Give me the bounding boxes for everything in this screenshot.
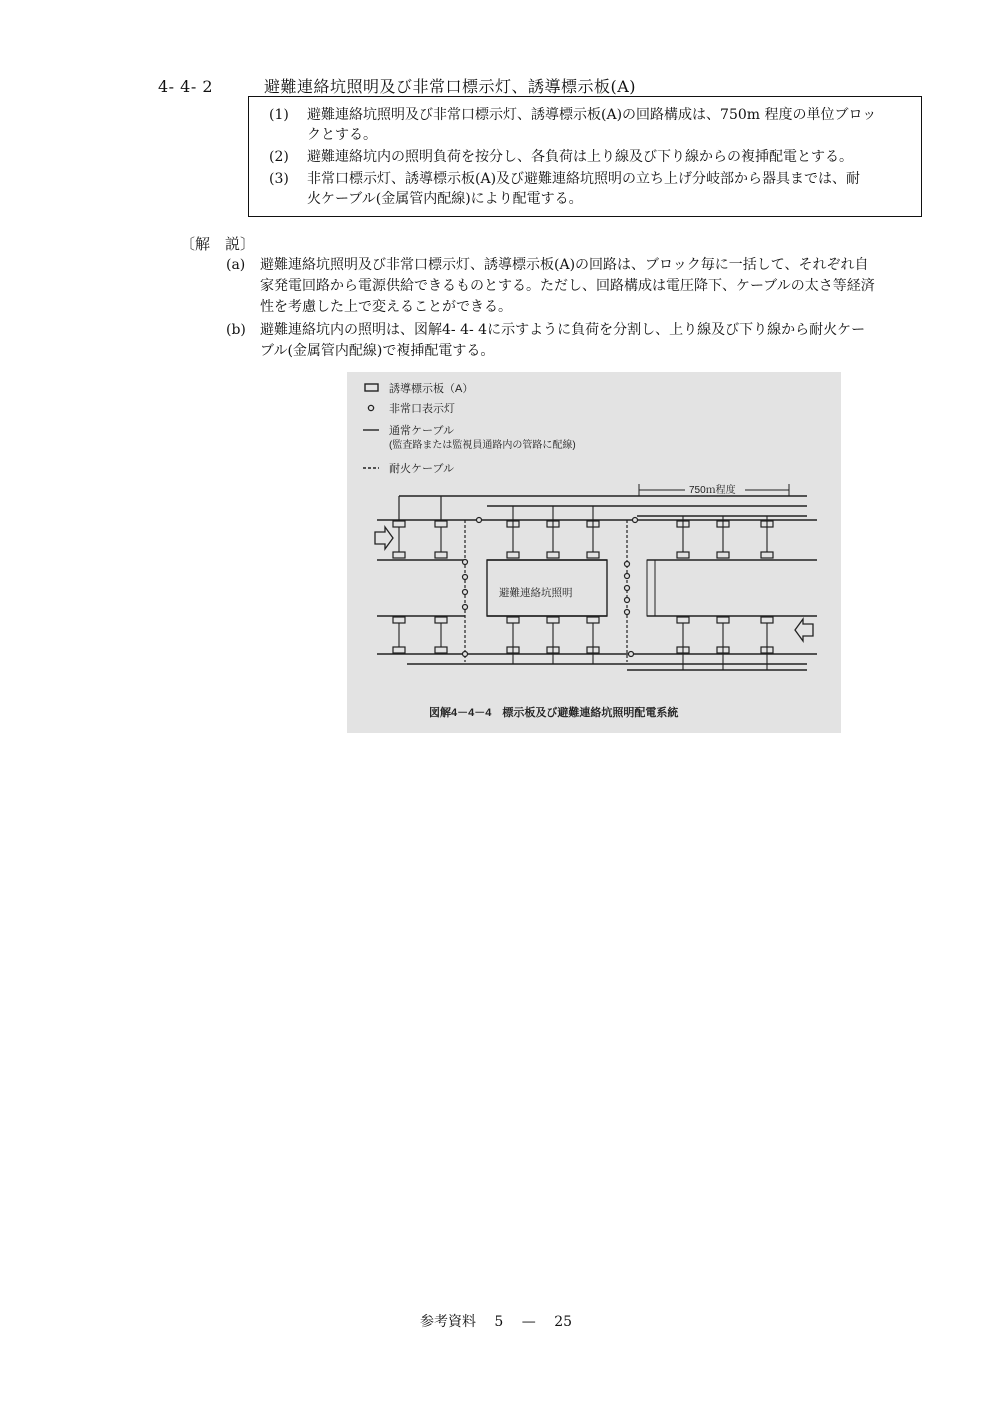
exit-lamp-symbol — [463, 590, 468, 595]
exit-lamp-symbol — [625, 610, 630, 615]
exit-lamp-symbol — [625, 574, 630, 579]
legend-exit-lamp-label: 非常口表示灯 — [389, 403, 455, 415]
exit-lamp-symbol — [629, 652, 634, 657]
legend-sign-board-symbol — [365, 384, 378, 391]
exit-lamp-symbol — [463, 605, 468, 610]
rule-box — [248, 96, 922, 217]
exit-lamp-symbol — [463, 575, 468, 580]
direction-arrow-left-icon — [795, 619, 813, 641]
span-label: 750ｍ程度 — [689, 485, 736, 496]
commentary-a-line-2: 家発電回路から電源供給できるものとする。ただし、回路構成は電圧降下、ケーブルの太さ等経済 — [260, 278, 875, 294]
sign-board-symbol — [507, 617, 519, 623]
direction-arrow-right-icon — [375, 527, 393, 549]
rule-1-line-1: 避難連絡坑照明及び非常口標示灯、誘導標示板(A)の回路構成は、750m 程度の単位ブロッ — [307, 107, 877, 123]
legend-sign-board-label: 誘導標示板（A） — [389, 383, 474, 395]
figure-caption: 図解4－4－4 標示板及び避難連絡坑照明配電系統 — [429, 707, 679, 719]
section-title: 避難連絡坑照明及び非常口標示灯、誘導標示板(A) — [264, 77, 637, 96]
sign-board-symbol — [587, 552, 599, 558]
sign-board-symbol — [435, 617, 447, 623]
sign-board-symbol — [435, 647, 447, 653]
commentary-label-a: (a) — [226, 257, 246, 273]
sign-board-symbol — [393, 521, 405, 527]
rule-label-3: (3) — [269, 171, 289, 187]
wiring-diagram-figure — [347, 372, 841, 733]
commentary-b-line-1: 避難連絡坑内の照明は、図解4- 4- 4に示すように負荷を分割し、上り線及び下り線から耐火ケー — [260, 322, 866, 338]
evacuation-passage-right-edge — [647, 560, 655, 616]
legend-fireproof-cable-label: 耐火ケーブル — [389, 463, 455, 475]
sign-board-symbol — [435, 552, 447, 558]
legend-normal-cable-label: 通常ケーブル — [389, 425, 455, 437]
sign-board-symbol — [507, 552, 519, 558]
section-number: 4- 4- 2 — [158, 77, 214, 96]
sign-board-symbol — [677, 617, 689, 623]
rule-label-1: (1) — [269, 107, 289, 123]
commentary-a-line-1: 避難連絡坑照明及び非常口標示灯、誘導標示板(A)の回路は、ブロック毎に一括して、それぞれ自 — [260, 257, 869, 273]
section-heading — [158, 74, 636, 97]
page-footer: 参考資料 5 — 25 — [419, 1314, 573, 1330]
exit-lamp-symbol — [463, 652, 468, 657]
rule-3-line-2: 火ケーブル(金属管内配線)により配電する。 — [307, 191, 583, 207]
passage-label: 避難連絡坑照明 — [499, 587, 573, 599]
sign-board-symbol — [547, 552, 559, 558]
rule-2-line-1: 避難連絡坑内の照明負荷を按分し、各負荷は上り線及び下り線からの複挿配電とする。 — [307, 149, 853, 165]
exit-lamp-symbol — [625, 586, 630, 591]
rule-label-2: (2) — [269, 149, 289, 165]
sign-board-symbol — [587, 617, 599, 623]
exit-lamp-symbol — [477, 518, 482, 523]
sign-board-symbol — [393, 552, 405, 558]
commentary-label-b: (b) — [226, 322, 246, 338]
sign-board-symbol — [761, 552, 773, 558]
rule-3-line-1: 非常口標示灯、誘導標示板(A)及び避難連絡坑照明の立ち上げ分岐部から器具までは、耐 — [307, 171, 861, 187]
exit-lamp-symbol — [463, 560, 468, 565]
commentary-b-line-2: ブル(金属管内配線)で複挿配電する。 — [260, 343, 495, 359]
sign-board-symbol — [761, 617, 773, 623]
commentary-a-line-3: 性を考慮した上で変えることができる。 — [260, 299, 512, 315]
sign-board-symbol — [717, 617, 729, 623]
exit-lamp-symbol — [633, 518, 638, 523]
sign-board-symbol — [717, 552, 729, 558]
commentary-heading: 〔解 説〕 — [180, 235, 256, 253]
exit-lamp-symbol — [625, 562, 630, 567]
rule-1-line-2: クとする。 — [307, 127, 377, 143]
sign-board-symbol — [393, 647, 405, 653]
sign-board-symbol — [677, 552, 689, 558]
sign-board-symbol — [393, 617, 405, 623]
legend-exit-lamp-symbol — [368, 405, 373, 410]
sign-board-symbol — [547, 617, 559, 623]
legend-normal-cable-note: (監査路または監視員通路内の管路に配線) — [389, 440, 576, 451]
wiring-diagram — [347, 372, 841, 733]
exit-lamp-symbol — [625, 598, 630, 603]
sign-board-symbol — [435, 521, 447, 527]
